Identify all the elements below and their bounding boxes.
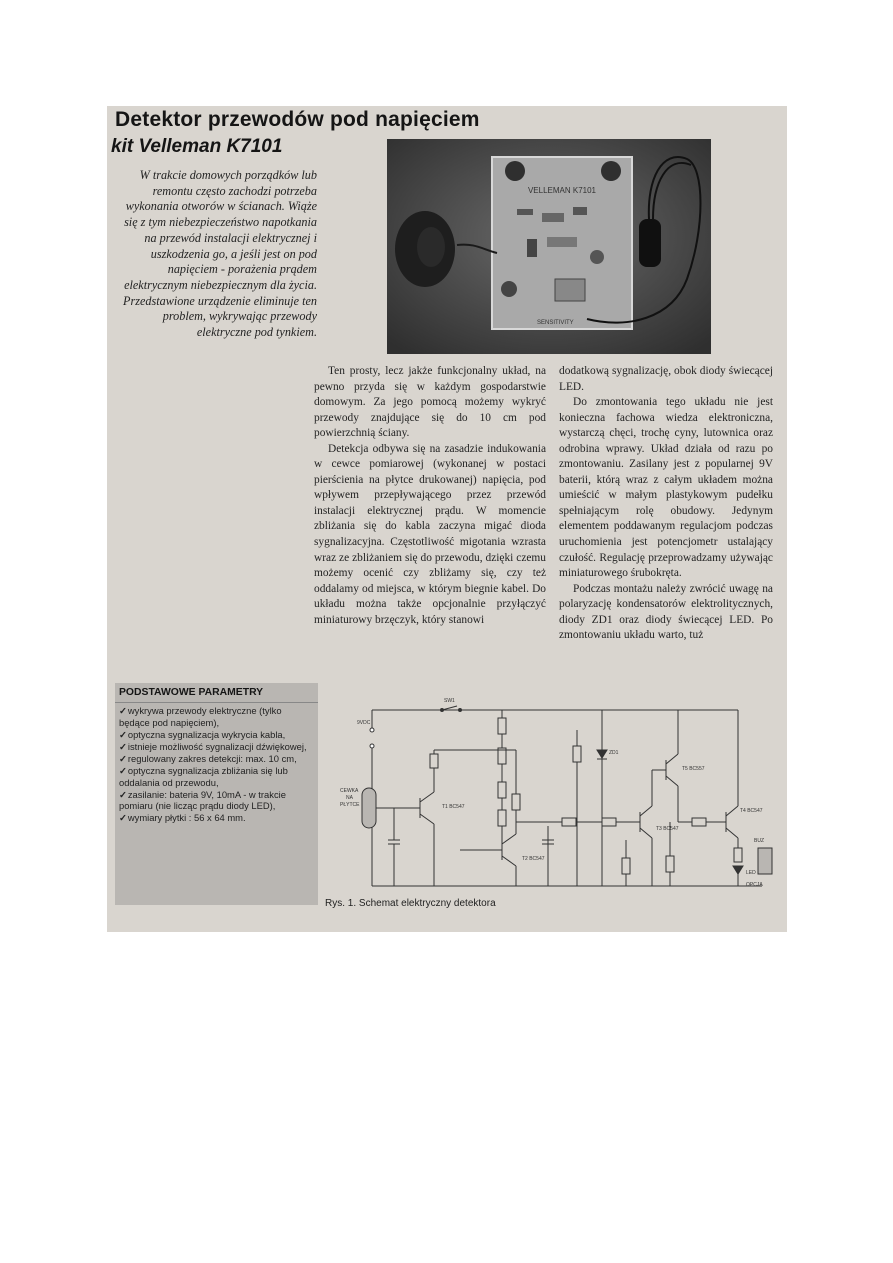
parameters-box: [115, 683, 318, 905]
option-label: OPCJA: [746, 882, 763, 888]
parameter-item: ✓regulowany zakres detekcji: max. 10 cm,: [119, 752, 297, 764]
schematic-caption: Rys. 1. Schemat elektryczny detektora: [325, 898, 496, 909]
parameter-item: ✓optyczna sygnalizacja zbliżania się lub oddalania od przewodu,: [119, 764, 288, 788]
coil-label-2: NA: [346, 795, 353, 801]
board-label: VELLEMAN K7101: [527, 186, 597, 195]
intro-paragraph: W trakcie domowych porządków lub remontu często zachodzi potrzeba wykonania otworów w ścianach. Wiąże się z tym niebezpieczeństwo napotkania na przewód instalacji elektrycznej i uszkodzenia go, a jeśli jest on pod napięciem - porażenia prądem elektrycznym niebezpiecznym dla życia. Przedstawione urządzenie eliminuje ten problem, wykrywając przewody elektryczne pod tynkiem.: [123, 168, 317, 340]
supply-label: 9VDC: [357, 720, 371, 726]
check-icon: ✓: [119, 788, 127, 800]
kit-photo-drawing: [387, 139, 711, 354]
scanned-page: [107, 106, 787, 932]
check-icon: ✓: [119, 764, 127, 776]
coil-label-1: CEWKA: [340, 788, 359, 794]
zd1-label: ZD1: [609, 750, 619, 756]
t3-label: T3 BC547: [656, 826, 679, 832]
parameter-item: ✓zasilanie: bateria 9V, 10mA - w trakcie pomiaru (nie licząc prądu diody LED),: [119, 788, 286, 812]
switch-label: SW1: [444, 698, 455, 704]
parameters-list: [115, 705, 318, 824]
article-subtitle: kit Velleman K7101: [111, 136, 283, 157]
check-icon: ✓: [119, 728, 127, 740]
body-column-2: [559, 364, 773, 644]
circuit-schematic: [322, 690, 784, 902]
parameter-item: ✓optyczna sygnalizacja wykrycia kabla,: [119, 728, 286, 740]
check-icon: ✓: [119, 752, 127, 764]
parameters-title: PODSTAWOWE PARAMETRY: [115, 683, 318, 703]
board-bottom-label: SENSITIVITY: [537, 320, 574, 326]
col2-paragraph-3: Podczas montażu należy zwrócić uwagę na polaryzację kondensatorów elektrolitycznych, diody ZD1 oraz diody świecącej LED. Po zmontowaniu układu warto, tuż: [559, 582, 773, 642]
battery-clip: [639, 219, 661, 267]
check-icon: ✓: [119, 812, 127, 824]
led-label: LED: [746, 870, 756, 876]
col1-paragraph-1: Ten prosty, lecz jakże funkcjonalny układ, na pewno przyda się w każdym gospodarstwie domowym. Za jego pomocą możemy wykryć przewody znajdujące się do 10 cm pod powierzchnią ściany.: [314, 365, 546, 440]
check-icon: ✓: [119, 705, 127, 716]
t2-label: T2 BC547: [522, 856, 545, 862]
parameter-item: ✓wymiary płytki : 56 x 64 mm.: [119, 812, 246, 824]
kit-photo: [387, 139, 711, 354]
t1-label: T1 BC547: [442, 804, 465, 810]
t4-label: T4 BC547: [740, 808, 763, 814]
coil-label-3: PŁYTCE: [340, 802, 360, 808]
article-title: Detektor przewodów pod napięciem: [115, 108, 480, 131]
body-column-1: [314, 364, 546, 628]
check-icon: ✓: [119, 740, 127, 752]
t5-label: T5 BC557: [682, 766, 705, 772]
parameter-item: ✓istnieje możliwość sygnalizacji dźwiękowej,: [119, 740, 307, 752]
buzzer-label: BUZ: [754, 838, 764, 844]
parameter-item: ✓wykrywa przewody elektryczne (tylko będące pod napięciem),: [119, 705, 282, 728]
col1-paragraph-2: Detekcja odbywa się na zasadzie indukowania w cewce pomiarowej (wykonanej w postaci pierścienia na płytce drukowanej) napięcia, pod wpływem przepływającego przez przewód instalacji elektrycznej prądu. W momencie zbliżania się do kabla zaczyna migać dioda sygnalizacyjna. Częstotliwość migotania wzrasta wraz ze zbliżaniem się do przewodu, dzięki czemu możemy ocenić czy zbliżamy się, czy też oddalamy od miejsca, w którym biegnie kabel. Do układu można także opcjonalnie przyłączyć miniaturowy brzęczyk, który stanowi: [314, 442, 546, 626]
col2-paragraph-2: Do zmontowania tego układu nie jest konieczna fachowa wiedza elektroniczna, wystarczą chęci, trochę cyny, lutownica oraz odrobina wprawy. Układ działa od razu po zmontowaniu. Zasilany jest z popularnej 9V baterii, którą wraz z całym układem można umieścić w małym plastykowym pudełku spełniającym rolę obudowy. Jedynym elementem poddawanym regulacjom podczas uruchomienia jest potencjometr ustalający czułość. Regulację przeprowadzamy używając miniaturowego śrubokręta.: [559, 396, 773, 580]
col2-paragraph-1: dodatkową sygnalizację, obok diody świecącej LED.: [559, 365, 773, 393]
